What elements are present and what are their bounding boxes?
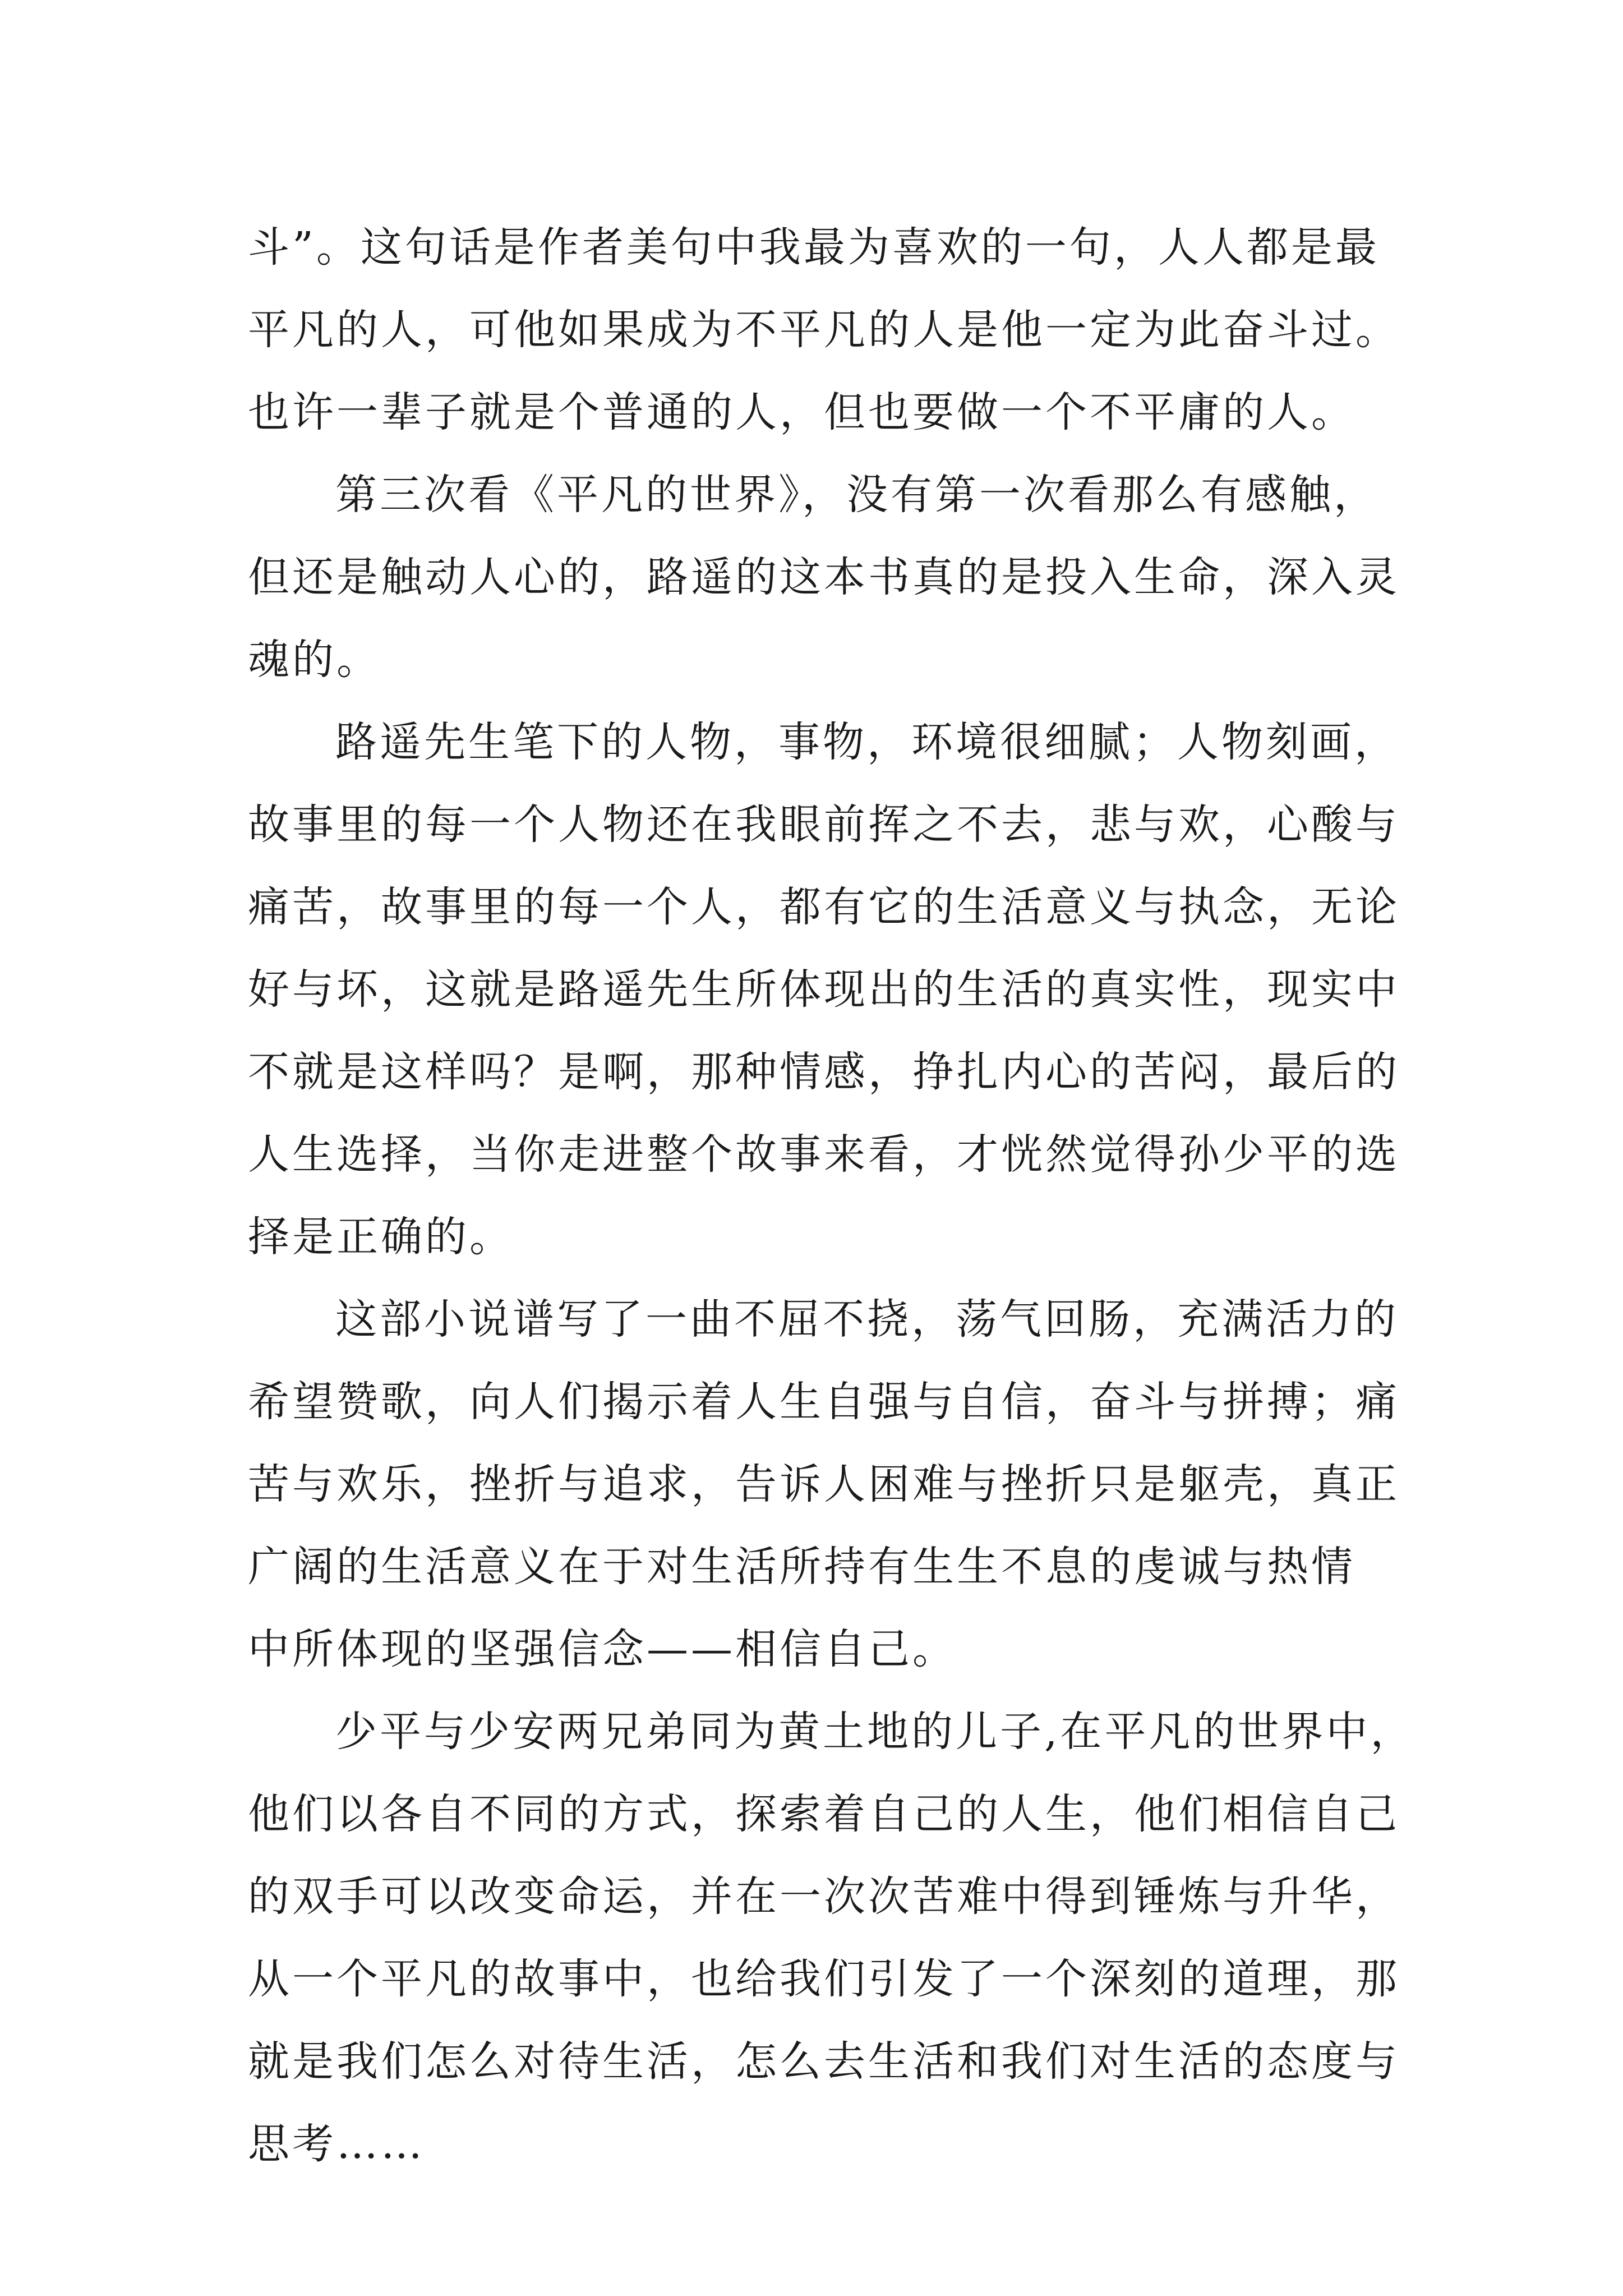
- text-line: 痛苦，故事里的每一个人，都有它的生活意义与执念，无论: [248, 883, 1400, 931]
- text-line: 择是正确的。: [248, 1213, 514, 1261]
- text-line: 就是我们怎么对待生活，怎么去生活和我们对生活的态度与: [248, 2037, 1400, 2086]
- text-line: 少平与少安两兄弟同为黄土地的儿子,在平凡的世界中，: [335, 1708, 1415, 1756]
- text-line: 路遥先生笔下的人物，事物，环境很细腻；人物刻画，: [335, 718, 1399, 766]
- text-line: 中所体现的坚强信念——相信自己。: [248, 1625, 957, 1673]
- text-line: 不就是这样吗？是啊，那种情感，挣扎内心的苦闷，最后的: [248, 1048, 1400, 1096]
- text-line: 从一个平凡的故事中，也给我们引发了一个深刻的道理，那: [248, 1955, 1400, 2003]
- text-line: 思考……: [248, 2120, 425, 2168]
- text-line: 魂的。: [248, 636, 381, 684]
- text-line: 第三次看《平凡的世界》，没有第一次看那么有感触，: [335, 471, 1378, 519]
- text-line: 斗”。这句话是作者美句中我最为喜欢的一句，人人都是最: [248, 223, 1380, 272]
- text-line: 但还是触动人心的，路遥的这本书真的是投入生命，深入灵: [248, 553, 1400, 601]
- text-line: 好与坏，这就是路遥先生所体现出的生活的真实性，现实中: [248, 965, 1400, 1014]
- text-line: 广阔的生活意义在于对生活所持有生生不息的虔诚与热情: [248, 1543, 1355, 1591]
- text-line: 希望赞歌，向人们揭示着人生自强与自信，奋斗与拼搏；痛: [248, 1378, 1400, 1426]
- text-line: 苦与欢乐，挫折与追求，告诉人困难与挫折只是躯壳，真正: [248, 1460, 1400, 1508]
- text-line: 平凡的人，可他如果成为不平凡的人是他一定为此奋斗过。: [248, 306, 1400, 354]
- text-line: 人生选择，当你走进整个故事来看，才恍然觉得孙少平的选: [248, 1130, 1400, 1179]
- text-line: 这部小说谱写了一曲不屈不挠，荡气回肠，充满活力的: [335, 1295, 1399, 1343]
- text-line: 的双手可以改变命运，并在一次次苦难中得到锤炼与升华，: [248, 1872, 1400, 1921]
- text-line: 他们以各自不同的方式，探索着自己的人生，他们相信自己: [248, 1790, 1400, 1838]
- text-line: 故事里的每一个人物还在我眼前挥之不去，悲与欢，心酸与: [248, 800, 1400, 849]
- body-text: [248, 206, 1415, 2185]
- text-line: 也许一辈子就是个普通的人，但也要做一个不平庸的人。: [248, 388, 1355, 436]
